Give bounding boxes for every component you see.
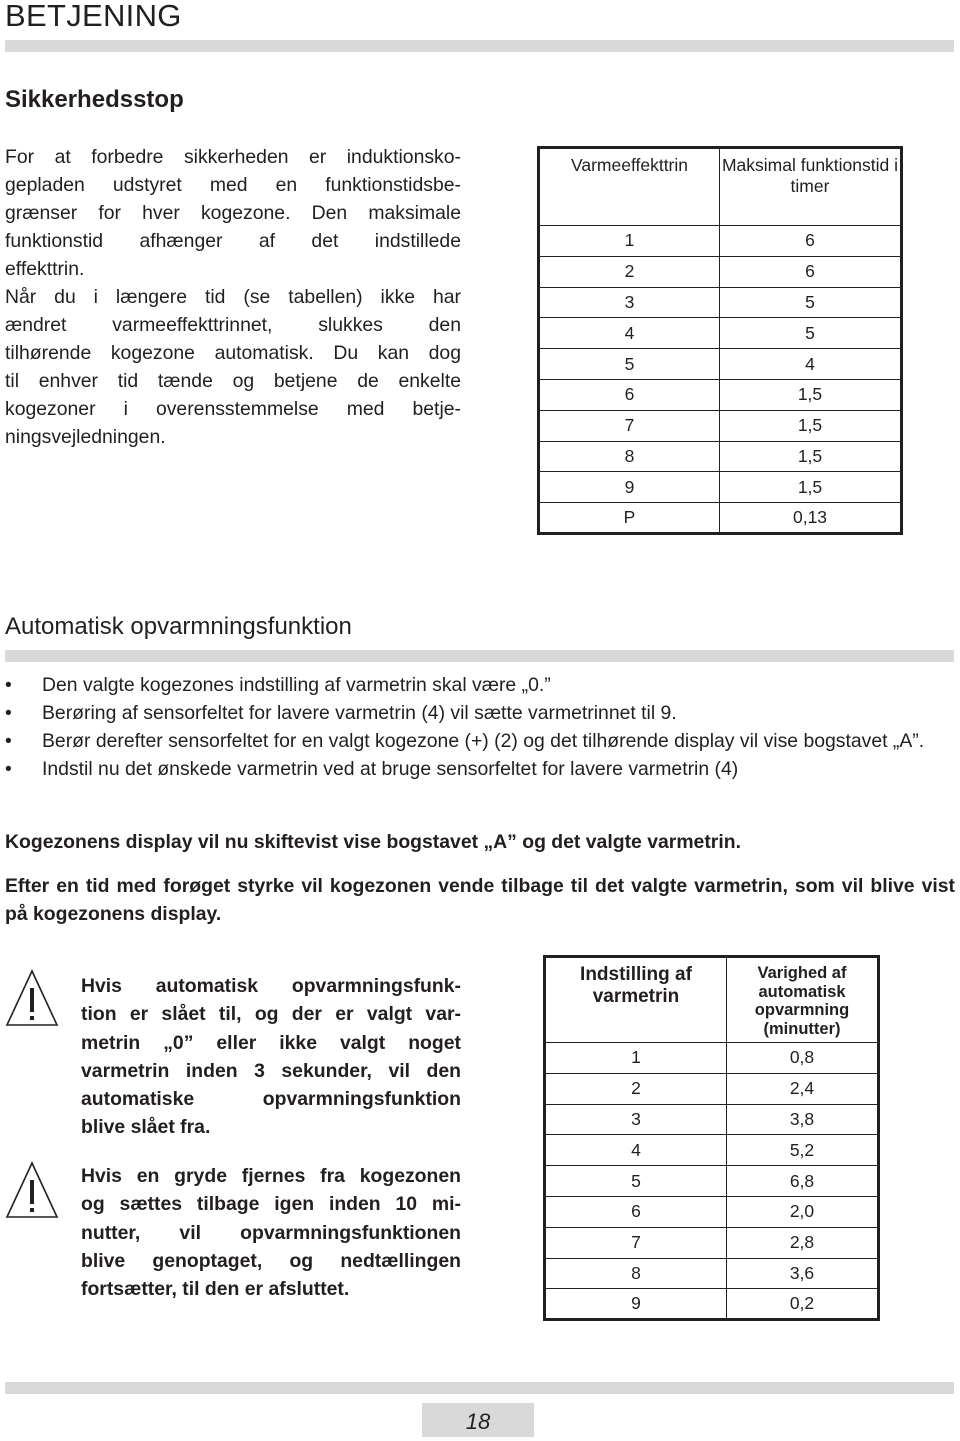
bold-statement-display: Kogezonens display vil nu skiftevist vise bogstavet „A” og det valgte varmetrin. xyxy=(5,831,741,853)
table-row xyxy=(539,287,902,318)
table-cell: 5 xyxy=(720,287,902,318)
bullet-dot: • xyxy=(5,758,12,780)
list-item: • Berør derefter sensorfeltet for en valgt kogezone (+) (2) og det tilhørende display vil vise bogstavet „A”. xyxy=(5,727,955,755)
table-cell: 1,5 xyxy=(720,379,902,410)
table-row xyxy=(545,1166,879,1197)
table-cell: 0,8 xyxy=(727,1043,879,1074)
table-cell: 0,13 xyxy=(720,503,902,534)
paragraph-line: effekttrin. xyxy=(5,258,85,280)
section1-paragraph xyxy=(5,143,461,451)
table-row xyxy=(539,318,902,349)
table-cell: 8 xyxy=(545,1258,727,1289)
table-cell: 2 xyxy=(545,1073,727,1104)
bold-statement-return: Efter en tid med forøget styrke vil kogezonen vende tilbage til det valgte varmetrin, som vil blive vist på kogezonens display. xyxy=(5,875,955,925)
section-heading-sikkerhedsstop: Sikkerhedsstop xyxy=(5,86,184,113)
paragraph-line: kogezoner i overensstemmelse med betje- xyxy=(5,398,461,420)
header-rule xyxy=(5,40,954,52)
table-row xyxy=(545,1196,879,1227)
table-cell: 9 xyxy=(539,472,720,503)
table-header-cell: Varmeeffekttrin xyxy=(539,148,720,226)
table-row xyxy=(539,472,902,503)
paragraph-line: gepladen udstyret med en funktionstidsbe- xyxy=(5,174,461,196)
table-cell: P xyxy=(539,503,720,534)
table-cell: 6 xyxy=(720,256,902,287)
list-item: • Indstil nu det ønskede varmetrin ved at bruge sensorfeltet for lavere varmetrin (4) xyxy=(5,755,955,783)
table-row xyxy=(539,226,902,257)
table-cell: 5,2 xyxy=(727,1135,879,1166)
table-row xyxy=(545,1073,879,1104)
bullet-list xyxy=(5,671,955,783)
table-row xyxy=(545,1289,879,1320)
table-row xyxy=(545,1104,879,1135)
table-cell: 7 xyxy=(545,1227,727,1258)
table-cell: 3,6 xyxy=(727,1258,879,1289)
table-cell: 1 xyxy=(545,1043,727,1074)
table-cell: 1,5 xyxy=(720,410,902,441)
section-heading-automatisk-opvarmningsfunktion: Automatisk opvarmningsfunktion xyxy=(5,613,352,640)
warning-triangle-icon xyxy=(5,968,59,1028)
paragraph-line: funktionstid afhænger af det indstillede xyxy=(5,230,461,252)
table-row xyxy=(545,1258,879,1289)
bullet-dot: • xyxy=(5,674,12,696)
table-cell: 5 xyxy=(720,318,902,349)
paragraph-line: grænser for hver kogezone. Den maksimale xyxy=(5,202,461,224)
table-cell: 4 xyxy=(545,1135,727,1166)
table-row xyxy=(545,1227,879,1258)
paragraph-line: til enhver tid tænde og betjene de enkelte xyxy=(5,370,461,392)
auto-heat-table xyxy=(543,955,880,1321)
section-rule xyxy=(5,650,954,662)
paragraph-line: ningsvejledningen. xyxy=(5,426,166,448)
table-cell: 3 xyxy=(545,1104,727,1135)
table-cell: 6 xyxy=(539,379,720,410)
table-row xyxy=(545,1043,879,1074)
list-item: • Berøring af sensorfeltet for lavere varmetrin (4) vil sætte varmetrinnet til 9. xyxy=(5,699,955,727)
table-header-cell: Varighed af automatisk opvarmning (minutter) xyxy=(727,957,879,1043)
table-cell: 6 xyxy=(720,226,902,257)
footer-rule xyxy=(5,1382,954,1394)
page-number: 18 xyxy=(422,1403,534,1437)
table-header-cell: Indstilling af varmetrin xyxy=(545,957,727,1043)
warning-triangle-icon xyxy=(5,1160,59,1220)
table-cell: 8 xyxy=(539,441,720,472)
table-row xyxy=(539,379,902,410)
table-row xyxy=(539,503,902,534)
paragraph-line: tilhørende kogezone automatisk. Du kan dog xyxy=(5,342,461,364)
paragraph-line: ændret varmeeffekttrinnet, slukkes den xyxy=(5,314,461,336)
table-cell: 3,8 xyxy=(727,1104,879,1135)
table-cell: 6,8 xyxy=(727,1166,879,1197)
table-row xyxy=(539,256,902,287)
table-cell: 5 xyxy=(539,349,720,380)
table-cell: 1,5 xyxy=(720,472,902,503)
table-cell: 4 xyxy=(720,349,902,380)
table-row xyxy=(539,410,902,441)
table-cell: 2,0 xyxy=(727,1196,879,1227)
table-cell: 3 xyxy=(539,287,720,318)
bullet-dot: • xyxy=(5,730,12,752)
list-item: • Den valgte kogezones indstilling af varmetrin skal være „0.” xyxy=(5,671,955,699)
paragraph-line: Når du i længere tid (se tabellen) ikke har xyxy=(5,286,461,308)
page-title: BETJENING xyxy=(5,0,182,33)
table-cell: 9 xyxy=(545,1289,727,1320)
table-cell: 2,4 xyxy=(727,1073,879,1104)
table-cell: 1,5 xyxy=(720,441,902,472)
safety-stop-table xyxy=(537,146,903,535)
bullet-dot: • xyxy=(5,702,12,724)
table-cell: 1 xyxy=(539,226,720,257)
table-header-cell: Maksimal funktionstid i timer xyxy=(720,148,902,226)
table-cell: 5 xyxy=(545,1166,727,1197)
table-cell: 2 xyxy=(539,256,720,287)
table-cell: 2,8 xyxy=(727,1227,879,1258)
table-cell: 7 xyxy=(539,410,720,441)
warning-auto-heat-off: Hvis automatisk opvarmningsfunk- tion er slået til, og der er valgt var- metrin „0” eller ikke valgt noget varmetrin inden 3 sekunder, vil den automatiske opvarmningsfunktion blive slået fra. xyxy=(81,975,461,1139)
warning-pot-removed: Hvis en gryde fjernes fra kogezonen og sættes tilbage igen inden 10 mi- nutter, vil opvarmningsfunktionen blive genoptaget, og nedtællingen fortsætter, til den er afsluttet. xyxy=(81,1165,461,1301)
table-cell: 0,2 xyxy=(727,1289,879,1320)
table-row xyxy=(539,349,902,380)
paragraph-line: For at forbedre sikkerheden er induktionsko- xyxy=(5,146,461,168)
table-row xyxy=(539,441,902,472)
table-row xyxy=(545,1135,879,1166)
table-cell: 6 xyxy=(545,1196,727,1227)
table-cell: 4 xyxy=(539,318,720,349)
